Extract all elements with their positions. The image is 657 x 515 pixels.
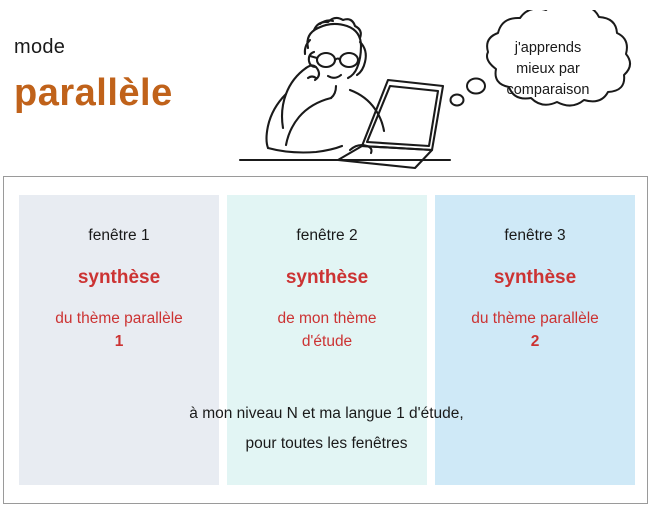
- mode-title: parallèle: [14, 72, 173, 114]
- thought-line-3: comparaison: [506, 82, 590, 98]
- mode-label: mode: [14, 36, 66, 58]
- window-1-header: fenêtre 1: [88, 227, 150, 244]
- header-area: [0, 0, 657, 175]
- thought-bubble: [448, 10, 646, 128]
- footer-line-1: à mon niveau N et ma langue 1 d'étude,: [189, 405, 464, 422]
- person-with-laptop-illustration: [210, 8, 460, 176]
- window-2-subtitle: [227, 307, 427, 353]
- window-1-subtitle: [19, 307, 219, 353]
- window-3-subtitle: [435, 307, 635, 353]
- window-1-subtitle-line-2: 1: [114, 333, 124, 350]
- window-2-subtitle-line-1: de mon thème: [277, 310, 377, 327]
- window-2-subtitle-line-2: d'étude: [301, 333, 353, 350]
- thought-bubble-text: [470, 38, 626, 101]
- window-2-header: fenêtre 2: [296, 227, 358, 244]
- window-2-synthesis: synthèse: [285, 267, 369, 288]
- window-3-subtitle-line-2: 2: [530, 333, 540, 350]
- window-1-subtitle-line-1: du thème parallèle: [55, 310, 183, 327]
- thought-line-2: mieux par: [516, 61, 580, 77]
- parallel-mode-panel: [3, 176, 648, 504]
- footer-line-2: pour toutes les fenêtres: [245, 435, 408, 452]
- window-3-subtitle-line-1: du thème parallèle: [471, 310, 599, 327]
- thought-line-1: j'apprends: [514, 40, 582, 56]
- window-3-header: fenêtre 3: [504, 227, 566, 244]
- window-3-synthesis: synthèse: [493, 267, 577, 288]
- window-1-synthesis: synthèse: [77, 267, 161, 288]
- panel-footer-text: [19, 399, 634, 459]
